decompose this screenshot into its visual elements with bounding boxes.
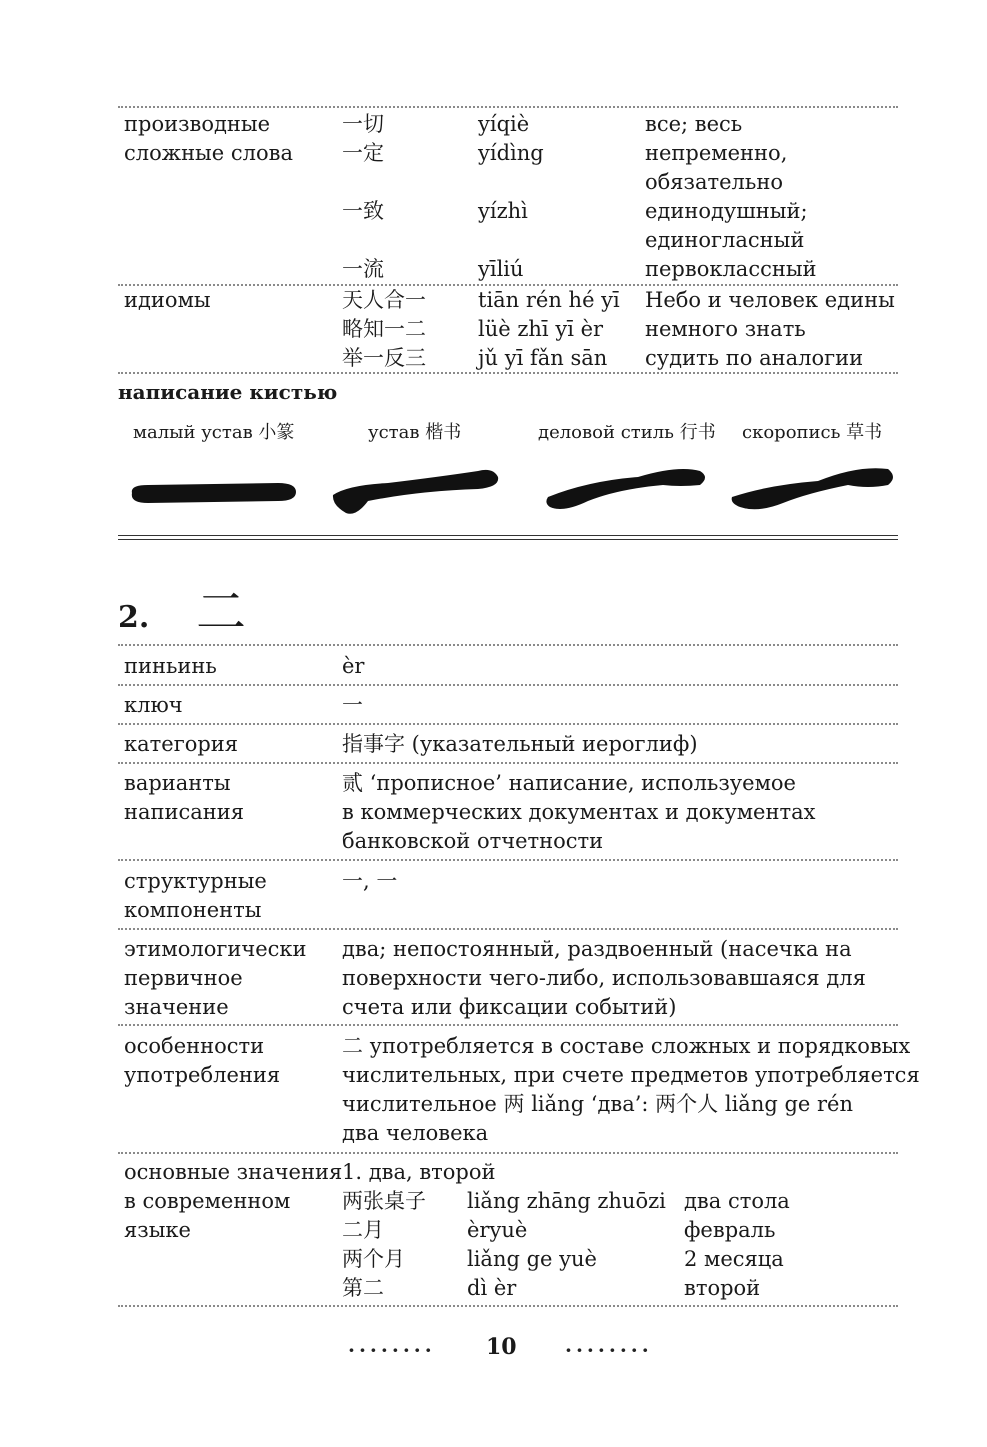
brush-style-label: устав 楷书 [368, 422, 462, 443]
idiom-meaning: Небо и человек едины [645, 288, 895, 312]
meaning-pinyin: liǎng zhāng zhuōzi [467, 1189, 666, 1213]
components-value: 一, 一 [342, 869, 398, 893]
brush-style-label: скоропись 草书 [742, 422, 883, 443]
brush-style-label: малый устав 小篆 [133, 422, 295, 443]
meanings-label: языке [124, 1218, 191, 1242]
entry-number: 2. [118, 600, 150, 635]
etymology-text: поверхности чего-либо, использовавшаяся для [342, 966, 866, 990]
pinyin-value: èr [342, 654, 365, 678]
usage-text: 二 употребляется в составе сложных и порядковых [342, 1034, 911, 1058]
components-label: структурные [124, 869, 267, 893]
derived-meaning: обязательно [645, 170, 783, 194]
idiom-pinyin: tiān rén hé yī [478, 288, 620, 312]
variants-label: написания [124, 800, 245, 824]
footer-dots-right: ········ [565, 1338, 653, 1362]
radical-value: 一 [342, 693, 363, 717]
meaning-translation: февраль [684, 1218, 776, 1242]
idiom-hanzi: 略知一二 [342, 317, 426, 341]
variants-label: варианты [124, 771, 231, 795]
derived-pinyin: yídìng [478, 141, 544, 165]
idiom-hanzi: 举一反三 [342, 346, 426, 370]
idiom-hanzi: 天人合一 [342, 288, 426, 312]
dotted-divider [118, 723, 898, 725]
dotted-divider [118, 372, 898, 374]
section-divider [118, 535, 898, 540]
meaning-pinyin: èryuè [467, 1218, 528, 1242]
components-label: компоненты [124, 898, 262, 922]
meaning-translation: второй [684, 1276, 761, 1300]
entry-character: 二 [196, 583, 246, 641]
derived-pinyin: yīliú [478, 257, 524, 281]
derived-label: сложные слова [124, 141, 293, 165]
meaning-pinyin: liǎng ge yuè [467, 1247, 597, 1271]
page-number: 10 [486, 1334, 517, 1360]
cursive-script-stroke [732, 468, 893, 509]
etymology-label: этимологически [124, 937, 307, 961]
footer-dots-left: ········ [348, 1338, 436, 1362]
derived-meaning: все; весь [645, 112, 743, 136]
idioms-label: идиомы [124, 288, 211, 312]
dotted-divider [118, 928, 898, 930]
category-label: категория [124, 732, 239, 756]
dotted-divider [118, 1152, 898, 1154]
dotted-divider [118, 644, 898, 646]
dotted-divider [118, 859, 898, 861]
meaning-hanzi: 二月 [342, 1218, 384, 1242]
idiom-pinyin: lüè zhī yī èr [478, 317, 604, 341]
meaning-translation: два стола [684, 1189, 790, 1213]
usage-label: особенности [124, 1034, 265, 1058]
etymology-text: счета или фиксации событий) [342, 995, 677, 1019]
running-script-stroke [546, 469, 705, 509]
etymology-text: два; непостоянный, раздвоенный (насечка на [342, 937, 852, 961]
meaning-hanzi: 两张桌子 [342, 1189, 426, 1213]
derived-meaning: непременно, [645, 141, 788, 165]
etymology-label: значение [124, 995, 229, 1019]
variants-text: 贰 ‘прописное’ написание, используемое [342, 771, 796, 795]
dotted-divider [118, 1305, 898, 1307]
derived-meaning: единодушный; [645, 199, 808, 223]
meaning-hanzi: 第二 [342, 1276, 384, 1300]
dotted-divider [118, 684, 898, 686]
derived-hanzi: 一定 [342, 141, 384, 165]
dotted-divider [118, 106, 898, 108]
derived-hanzi: 一致 [342, 199, 384, 223]
meanings-label: в современном [124, 1189, 291, 1213]
derived-meaning: единогласный [645, 228, 805, 252]
dotted-divider [118, 1024, 898, 1026]
meanings-heading: 1. два, второй [342, 1160, 496, 1184]
derived-pinyin: yízhì [478, 199, 528, 223]
variants-text: в коммерческих документах и документах [342, 800, 816, 824]
category-value: 指事字 (указательный иероглиф) [342, 732, 698, 756]
seal-script-stroke [132, 483, 296, 503]
meaning-pinyin: dì èr [467, 1276, 517, 1300]
derived-pinyin: yíqiè [478, 112, 530, 136]
usage-label: употребления [124, 1063, 281, 1087]
idiom-meaning: немного знать [645, 317, 806, 341]
brush-strokes-illustration [118, 455, 898, 525]
usage-text: числительное 两 liǎng ‘два’: 两个人 liǎng ge rén [342, 1092, 853, 1116]
radical-label: ключ [124, 693, 183, 717]
regular-script-stroke [333, 470, 498, 514]
usage-text: два человека [342, 1121, 489, 1145]
derived-hanzi: 一流 [342, 257, 384, 281]
derived-hanzi: 一切 [342, 112, 384, 136]
idiom-pinyin: jǔ yī fǎn sān [478, 346, 608, 370]
idiom-meaning: судить по аналогии [645, 346, 864, 370]
pinyin-label: пиньинь [124, 654, 217, 678]
etymology-label: первичное [124, 966, 243, 990]
derived-meaning: первоклассный [645, 257, 817, 281]
meaning-translation: 2 месяца [684, 1247, 784, 1271]
meanings-label: основные значения [124, 1160, 343, 1184]
derived-label: производные [124, 112, 271, 136]
brush-section-title: написание кистью [118, 380, 338, 404]
dotted-divider [118, 762, 898, 764]
meaning-hanzi: 两个月 [342, 1247, 405, 1271]
brush-style-label: деловой стиль 行书 [538, 422, 716, 443]
usage-text: числительных, при счете предметов употребляется [342, 1063, 920, 1087]
variants-text: банковской отчетности [342, 829, 604, 853]
